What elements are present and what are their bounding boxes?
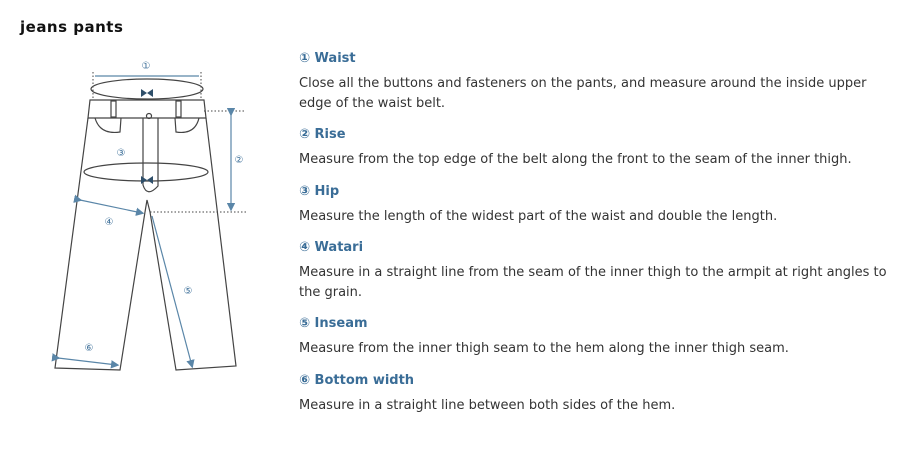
item-waist: [299, 50, 899, 113]
item-description: Measure from the inner thigh seam to the hem along the inner thigh seam.: [299, 341, 789, 356]
page-title: jeans pants: [20, 18, 124, 36]
item-rise: [299, 126, 899, 170]
item-number: ③: [299, 183, 311, 199]
marker-hip: ③: [116, 148, 126, 159]
marker-bottom-width: ⑥: [84, 343, 94, 354]
item-number: ④: [299, 240, 311, 255]
item-hip: [299, 183, 899, 227]
item-number: ⑥: [299, 372, 311, 388]
marker-inseam: ⑤: [183, 286, 193, 297]
item-description: Measure in a straight line from the seam of the inner thigh to the armpit at right angles to the grain.: [299, 265, 887, 300]
jeans-diagram: [40, 50, 280, 390]
marker-waist: ①: [141, 61, 151, 72]
item-description: Close all the buttons and fasteners on the pants, and measure around the inside upper edge of the waist belt.: [299, 76, 867, 111]
measurement-list: [299, 50, 899, 428]
item-inseam: [299, 315, 899, 359]
item-description: Measure in a straight line between both sides of the hem.: [299, 397, 676, 413]
item-heading: Watari: [314, 240, 364, 255]
item-number: ②: [299, 127, 311, 142]
item-heading: Waist: [314, 51, 356, 66]
hip-ellipse: [84, 163, 208, 181]
item-description: Measure from the top edge of the belt along the front to the seam of the inner thigh.: [299, 152, 852, 167]
item-heading: Bottom width: [314, 372, 415, 388]
item-watari: [299, 239, 899, 302]
item-heading: Hip: [314, 183, 340, 199]
marker-watari: ④: [104, 217, 114, 228]
marker-rise: ②: [234, 155, 244, 166]
item-number: ①: [299, 51, 311, 66]
item-number: ⑤: [299, 316, 311, 331]
item-heading: Rise: [314, 127, 346, 142]
waist-ellipse: [91, 79, 203, 99]
item-heading: Inseam: [314, 316, 368, 331]
item-bottom-width: [299, 372, 899, 416]
item-description: Measure the length of the widest part of the waist and double the length.: [299, 208, 778, 224]
